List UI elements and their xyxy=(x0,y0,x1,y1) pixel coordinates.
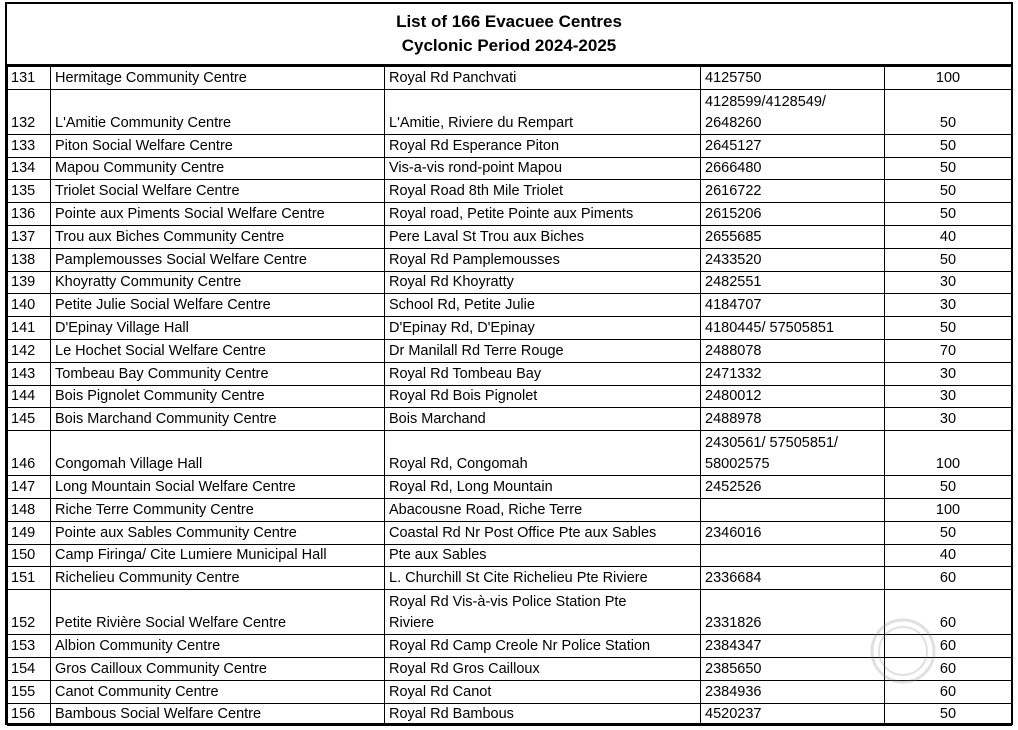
centre-name: D'Epinay Village Hall xyxy=(51,317,385,340)
table-row xyxy=(8,67,1012,90)
address-line: Bois Marchand xyxy=(389,411,486,428)
centre-capacity: 40 xyxy=(885,544,1012,567)
table-body xyxy=(8,67,1012,726)
address-line: Pte aux Sables xyxy=(389,547,487,564)
phone-line: 2384936 xyxy=(705,683,762,700)
table-row xyxy=(8,521,1012,544)
centre-name: Pointe aux Sables Community Centre xyxy=(51,521,385,544)
centre-capacity: 100 xyxy=(885,498,1012,521)
centre-address xyxy=(385,339,701,362)
row-number: 153 xyxy=(8,635,51,658)
centre-phone xyxy=(701,339,885,362)
phone-line: 2452526 xyxy=(705,478,762,495)
centre-address xyxy=(385,431,701,476)
address-line: Vis-a-vis rond-point Mapou xyxy=(389,160,563,177)
centre-phone xyxy=(701,431,885,476)
phone-line: 2648260 xyxy=(705,114,762,131)
centre-name: Riche Terre Community Centre xyxy=(51,498,385,521)
address-line: Royal Rd Tombeau Bay xyxy=(389,365,542,382)
centre-phone xyxy=(701,498,885,521)
address-line: Royal Rd, Congomah xyxy=(389,456,528,473)
centre-phone xyxy=(701,89,885,134)
centre-name: Long Mountain Social Welfare Centre xyxy=(51,476,385,499)
centre-capacity: 60 xyxy=(885,590,1012,635)
centre-phone xyxy=(701,157,885,180)
centre-capacity: 50 xyxy=(885,89,1012,134)
row-number: 133 xyxy=(8,134,51,157)
row-number: 141 xyxy=(8,317,51,340)
address-line: Royal Rd Vis-à-vis Police Station Pte xyxy=(389,594,627,611)
centre-address xyxy=(385,521,701,544)
centre-capacity: 30 xyxy=(885,362,1012,385)
centre-phone xyxy=(701,248,885,271)
centre-address xyxy=(385,225,701,248)
centre-address xyxy=(385,657,701,680)
centre-phone xyxy=(701,362,885,385)
centre-name: Bois Pignolet Community Centre xyxy=(51,385,385,408)
centre-address xyxy=(385,590,701,635)
address-line: School Rd, Petite Julie xyxy=(389,297,535,314)
centre-capacity: 50 xyxy=(885,157,1012,180)
centre-address xyxy=(385,157,701,180)
row-number: 147 xyxy=(8,476,51,499)
centre-name: Bambous Social Welfare Centre xyxy=(51,703,385,726)
table-row xyxy=(8,680,1012,703)
phone-line: 4128599/4128549/ xyxy=(705,93,826,110)
centre-address xyxy=(385,567,701,590)
centre-name: Gros Cailloux Community Centre xyxy=(51,657,385,680)
address-line: L'Amitie, Riviere du Rempart xyxy=(389,114,574,131)
table-row xyxy=(8,567,1012,590)
centre-address xyxy=(385,89,701,134)
phone-line: 2336684 xyxy=(705,570,762,587)
centre-capacity: 50 xyxy=(885,521,1012,544)
centre-name: Piton Social Welfare Centre xyxy=(51,134,385,157)
table-row xyxy=(8,408,1012,431)
centre-capacity: 50 xyxy=(885,317,1012,340)
row-number: 145 xyxy=(8,408,51,431)
address-line: Pere Laval St Trou aux Biches xyxy=(389,228,585,245)
address-line: Coastal Rd Nr Post Office Pte aux Sables xyxy=(389,524,657,541)
phone-line: 2430561/ 57505851/ xyxy=(705,435,839,452)
centre-name: Petite Julie Social Welfare Centre xyxy=(51,294,385,317)
phone-line: 4184707 xyxy=(705,297,762,314)
row-number: 143 xyxy=(8,362,51,385)
centre-capacity: 30 xyxy=(885,271,1012,294)
table-row xyxy=(8,385,1012,408)
row-number: 154 xyxy=(8,657,51,680)
row-number: 136 xyxy=(8,203,51,226)
address-line: Royal Rd Pamplemousses xyxy=(389,251,560,268)
centre-phone xyxy=(701,294,885,317)
centre-phone xyxy=(701,180,885,203)
address-line: Royal Rd, Long Mountain xyxy=(389,478,553,495)
table-row xyxy=(8,431,1012,476)
address-line: Abacousne Road, Riche Terre xyxy=(389,501,583,518)
phone-line: 2471332 xyxy=(705,365,762,382)
centre-capacity: 50 xyxy=(885,703,1012,726)
centre-name: Albion Community Centre xyxy=(51,635,385,658)
table-row xyxy=(8,294,1012,317)
table-row xyxy=(8,157,1012,180)
phone-line: 2433520 xyxy=(705,251,762,268)
centre-name: Khoyratty Community Centre xyxy=(51,271,385,294)
centre-name: Petite Rivière Social Welfare Centre xyxy=(51,590,385,635)
table-row xyxy=(8,476,1012,499)
centre-capacity: 50 xyxy=(885,476,1012,499)
phone-line: 2488078 xyxy=(705,342,762,359)
evacuee-centres-document xyxy=(5,2,1013,725)
phone-line: 2616722 xyxy=(705,183,762,200)
table-row xyxy=(8,703,1012,726)
centre-address xyxy=(385,271,701,294)
address-line: Royal Road 8th Mile Triolet xyxy=(389,183,564,200)
title-line-1: List of 166 Evacuee Centres xyxy=(396,12,622,31)
centre-phone xyxy=(701,590,885,635)
centre-capacity: 60 xyxy=(885,657,1012,680)
centre-capacity: 40 xyxy=(885,225,1012,248)
phone-line: 2655685 xyxy=(705,228,762,245)
centre-name: Triolet Social Welfare Centre xyxy=(51,180,385,203)
centre-address xyxy=(385,498,701,521)
address-line: Royal Rd Canot xyxy=(389,683,492,700)
centre-name: L'Amitie Community Centre xyxy=(51,89,385,134)
table-row xyxy=(8,339,1012,362)
centre-capacity: 50 xyxy=(885,134,1012,157)
row-number: 142 xyxy=(8,339,51,362)
table-row xyxy=(8,134,1012,157)
centre-address xyxy=(385,203,701,226)
table-row xyxy=(8,248,1012,271)
centre-phone xyxy=(701,67,885,90)
centre-capacity: 60 xyxy=(885,680,1012,703)
centre-address xyxy=(385,703,701,726)
centre-phone xyxy=(701,476,885,499)
centre-capacity: 50 xyxy=(885,248,1012,271)
centre-name: Tombeau Bay Community Centre xyxy=(51,362,385,385)
centre-phone xyxy=(701,567,885,590)
phone-line: 2666480 xyxy=(705,160,762,177)
phone-line: 4180445/ 57505851 xyxy=(705,319,835,336)
centre-name: Camp Firinga/ Cite Lumiere Municipal Hall xyxy=(51,544,385,567)
centre-capacity: 60 xyxy=(885,635,1012,658)
row-number: 134 xyxy=(8,157,51,180)
row-number: 152 xyxy=(8,590,51,635)
address-line: Royal Rd Bambous xyxy=(389,706,514,723)
address-line: Royal Rd Esperance Piton xyxy=(389,137,560,154)
table-row xyxy=(8,635,1012,658)
address-line: Royal road, Petite Pointe aux Piments xyxy=(389,205,634,222)
row-number: 150 xyxy=(8,544,51,567)
centre-phone xyxy=(701,225,885,248)
centre-phone xyxy=(701,385,885,408)
centre-address xyxy=(385,544,701,567)
centre-name: Pamplemousses Social Welfare Centre xyxy=(51,248,385,271)
centre-address xyxy=(385,408,701,431)
centre-name: Pointe aux Piments Social Welfare Centre xyxy=(51,203,385,226)
row-number: 140 xyxy=(8,294,51,317)
address-line: Riviere xyxy=(389,615,435,632)
table-row xyxy=(8,590,1012,635)
phone-line: 4125750 xyxy=(705,69,762,86)
address-line: Royal Rd Panchvati xyxy=(389,69,517,86)
centre-phone xyxy=(701,657,885,680)
centre-name: Richelieu Community Centre xyxy=(51,567,385,590)
centre-capacity: 50 xyxy=(885,180,1012,203)
centre-address xyxy=(385,317,701,340)
table-row xyxy=(8,203,1012,226)
centre-address xyxy=(385,635,701,658)
centre-name: Mapou Community Centre xyxy=(51,157,385,180)
centre-address xyxy=(385,180,701,203)
phone-line: 58002575 xyxy=(705,456,770,473)
centre-capacity: 60 xyxy=(885,567,1012,590)
address-line: Royal Rd Khoyratty xyxy=(389,274,514,291)
centre-phone xyxy=(701,203,885,226)
phone-line: 2384347 xyxy=(705,637,762,654)
centre-address xyxy=(385,385,701,408)
centre-name: Hermitage Community Centre xyxy=(51,67,385,90)
centre-address xyxy=(385,67,701,90)
document-title xyxy=(7,4,1011,66)
row-number: 155 xyxy=(8,680,51,703)
centre-phone xyxy=(701,635,885,658)
table-row xyxy=(8,317,1012,340)
row-number: 148 xyxy=(8,498,51,521)
centre-phone xyxy=(701,408,885,431)
phone-line: 2480012 xyxy=(705,388,762,405)
table-row xyxy=(8,362,1012,385)
evacuee-centres-table xyxy=(7,66,1012,726)
centre-address xyxy=(385,248,701,271)
centre-phone xyxy=(701,544,885,567)
address-line: L. Churchill St Cite Richelieu Pte Riviere xyxy=(389,570,648,587)
centre-capacity: 30 xyxy=(885,385,1012,408)
row-number: 151 xyxy=(8,567,51,590)
address-line: Royal Rd Camp Creole Nr Police Station xyxy=(389,637,651,654)
centre-address xyxy=(385,362,701,385)
address-line: Royal Rd Gros Cailloux xyxy=(389,660,540,677)
row-number: 156 xyxy=(8,703,51,726)
row-number: 135 xyxy=(8,180,51,203)
centre-capacity: 30 xyxy=(885,408,1012,431)
phone-line: 2346016 xyxy=(705,524,762,541)
row-number: 149 xyxy=(8,521,51,544)
row-number: 146 xyxy=(8,431,51,476)
address-line: Dr Manilall Rd Terre Rouge xyxy=(389,342,564,359)
centre-address xyxy=(385,476,701,499)
centre-name: Le Hochet Social Welfare Centre xyxy=(51,339,385,362)
radio-logo-watermark xyxy=(868,616,938,686)
phone-line: 2385650 xyxy=(705,660,762,677)
row-number: 144 xyxy=(8,385,51,408)
phone-line: 4520237 xyxy=(705,706,762,723)
phone-line: 2615206 xyxy=(705,205,762,222)
centre-phone xyxy=(701,134,885,157)
centre-phone xyxy=(701,521,885,544)
phone-line: 2331826 xyxy=(705,615,762,632)
centre-capacity: 70 xyxy=(885,339,1012,362)
centre-address xyxy=(385,680,701,703)
centre-address xyxy=(385,134,701,157)
table-row xyxy=(8,89,1012,134)
phone-line: 2645127 xyxy=(705,137,762,154)
centre-capacity: 100 xyxy=(885,67,1012,90)
row-number: 132 xyxy=(8,89,51,134)
row-number: 139 xyxy=(8,271,51,294)
row-number: 138 xyxy=(8,248,51,271)
address-line: Royal Rd Bois Pignolet xyxy=(389,388,538,405)
centre-name: Trou aux Biches Community Centre xyxy=(51,225,385,248)
centre-phone xyxy=(701,271,885,294)
centre-name: Congomah Village Hall xyxy=(51,431,385,476)
table-row xyxy=(8,180,1012,203)
address-line: D'Epinay Rd, D'Epinay xyxy=(389,319,535,336)
title-line-2: Cyclonic Period 2024-2025 xyxy=(401,36,617,55)
centre-phone xyxy=(701,680,885,703)
centre-capacity: 30 xyxy=(885,294,1012,317)
centre-name: Canot Community Centre xyxy=(51,680,385,703)
table-row xyxy=(8,544,1012,567)
phone-line: 2488978 xyxy=(705,411,762,428)
table-row xyxy=(8,498,1012,521)
centre-capacity: 50 xyxy=(885,203,1012,226)
centre-address xyxy=(385,294,701,317)
centre-capacity: 100 xyxy=(885,431,1012,476)
phone-line: 2482551 xyxy=(705,274,762,291)
table-row xyxy=(8,225,1012,248)
centre-phone xyxy=(701,317,885,340)
centre-name: Bois Marchand Community Centre xyxy=(51,408,385,431)
centre-phone xyxy=(701,703,885,726)
row-number: 131 xyxy=(8,67,51,90)
table-row xyxy=(8,271,1012,294)
table-row xyxy=(8,657,1012,680)
row-number: 137 xyxy=(8,225,51,248)
